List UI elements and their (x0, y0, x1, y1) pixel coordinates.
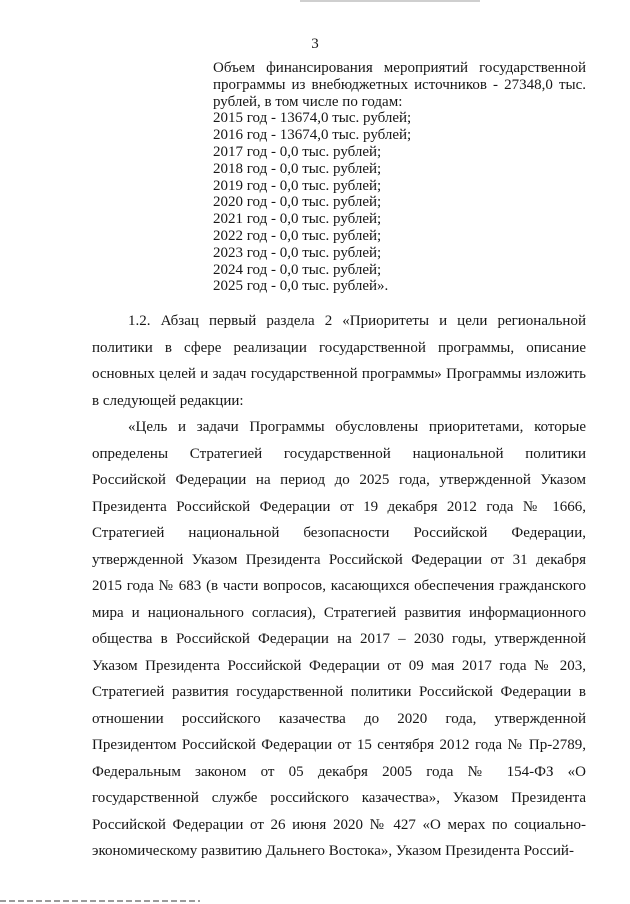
funding-year-item: 2018 год - 0,0 тыс. рублей; (213, 160, 382, 177)
funding-block (213, 60, 586, 295)
amendment-paragraph: 1.2. Абзац первый раздела 2 «Приоритеты и цели региональной политики в сфере реализации государственной программы, описание основных целей и задач государственной программы» Программы изложить в следующей редакции: (92, 313, 586, 409)
scan-edge-mark-top (300, 0, 480, 2)
funding-intro: Объем финансирования мероприятий государственной программы из внебюджетных источников - 27348,0 тыс. рублей, в том числе по годам: (213, 60, 586, 110)
funding-year-item: 2020 год - 0,0 тыс. рублей; (213, 194, 382, 211)
funding-year-item: 2016 год - 13674,0 тыс. рублей; (213, 127, 412, 144)
funding-year-list (213, 110, 586, 295)
funding-year-item: 2024 год - 0,0 тыс. рублей; (213, 261, 382, 278)
page-number: 3 (311, 36, 319, 52)
goals-paragraph: «Цель и задачи Программы обусловлены приоритетами, которые определены Стратегией государственной национальной политики Российской Федерации на период до 2025 года, утвержденной Указом Президента Российской Федерации от 19 декабря 2012 года № 1666, Стратегией национальной безопасности Российской Федерации, утвержденной Указом Президента Российской Федерации от 31 декабря 2015 года № 683 (в части вопросов, касающихся обеспечения гражданского мира и национального согласия), Стратегией развития информационного общества в Российской Федерации на 2017 – 2030 годы, утвержденной Указом Президента Российской Федерации от 09 мая 2017 года № 203, Стратегией развития государственной политики Российской Федерации в отношении российского казачества до 2020 года, утвержденной Президентом Российской Федерации от 15 сентября 2012 года № Пр-2789, Федеральным законом от 05 декабря 2005 года № 154-ФЗ «О государственной службе российского казачества», Указом Президента Российской Федерации от 26 июня 2020 № 427 «О мерах по социально-экономическому развитию Дальнего Востока», Указом Президента Россий- (92, 419, 586, 859)
funding-year-item: 2025 год - 0,0 тыс. рублей». (213, 278, 389, 295)
funding-year-item: 2023 год - 0,0 тыс. рублей; (213, 244, 382, 261)
funding-year-item: 2021 год - 0,0 тыс. рублей; (213, 211, 382, 228)
funding-year-item: 2019 год - 0,0 тыс. рублей; (213, 177, 382, 194)
funding-year-item: 2017 год - 0,0 тыс. рублей; (213, 143, 382, 160)
scan-edge-mark-bottom (0, 900, 200, 902)
funding-year-item: 2015 год - 13674,0 тыс. рублей; (213, 110, 412, 127)
document-body (92, 308, 586, 865)
funding-year-item: 2022 год - 0,0 тыс. рублей; (213, 227, 382, 244)
